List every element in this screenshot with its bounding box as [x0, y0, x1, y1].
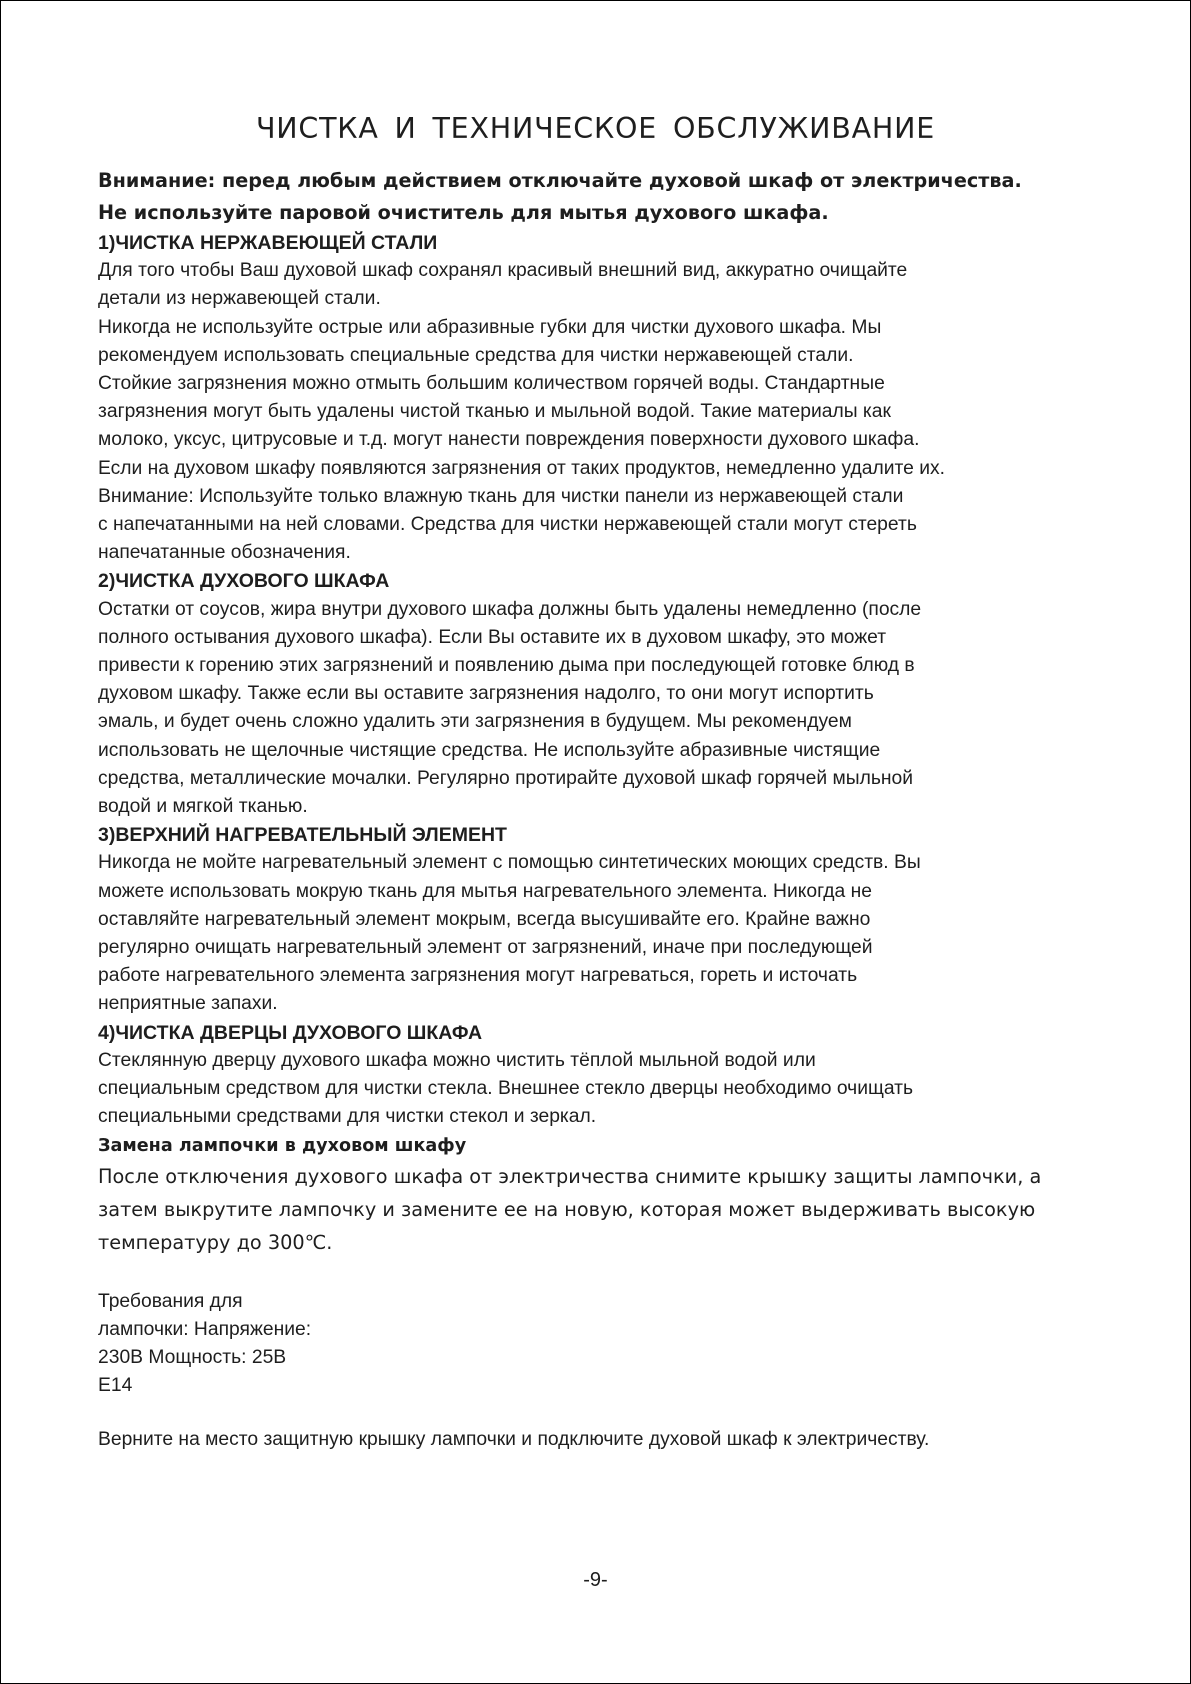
- paragraph-line: Если на духовом шкафу появляются загрязнения от таких продуктов, немедленно удалите их.: [98, 457, 945, 479]
- paragraph-line: регулярно очищать нагревательный элемент от загрязнений, иначе при последующей: [98, 937, 873, 959]
- paragraph-line: духовом шкафу. Также если вы оставите загрязнения надолго, то они могут испортить: [98, 683, 874, 705]
- paragraph-line: привести к горению этих загрязнений и появлению дыма при последующей готовке блюд в: [98, 655, 915, 677]
- paragraph-line: детали из нержавеющей стали.: [98, 288, 381, 310]
- paragraph-line: полного остывания духового шкафа). Если Вы оставите их в духовом шкафу, это может: [98, 626, 887, 648]
- paragraph-line: Остатки от соусов, жира внутри духового шкафа должны быть удалены немедленно (после: [98, 598, 922, 620]
- paragraph-line: можете использовать мокрую ткань для мытья нагревательного элемента. Никогда не: [98, 880, 872, 902]
- paragraph-line: рекомендуем использовать специальные средства для чистки нержавеющей стали.: [98, 344, 854, 366]
- page-content: [98, 165, 1098, 1455]
- paragraph-line: эмаль, и будет очень сложно удалить эти загрязнения в будущем. Мы рекомендуем: [98, 711, 852, 733]
- paragraph-line: загрязнения могут быть удалены чистой тканью и мыльной водой. Такие материалы как: [98, 401, 891, 423]
- paragraph-line: Никогда не используйте острые или абразивные губки для чистки духового шкафа. Мы: [98, 316, 882, 338]
- paragraph-line: Для того чтобы Ваш духовой шкаф сохранял красивый внешний вид, аккуратно очищайте: [98, 260, 908, 282]
- paragraph-line: работе нагревательного элемента загрязнения могут нагреваться, гореть и источать: [98, 965, 858, 987]
- section-heading-lamp-replacement: Замена лампочки в духовом шкафу: [98, 1135, 467, 1156]
- section-heading-heating-element: 3)ВЕРХНИЙ НАГРЕВАТЕЛЬНЫЙ ЭЛЕМЕНТ: [98, 824, 507, 847]
- paragraph-line: Внимание: Используйте только влажную ткань для чистки панели из нержавеющей стали: [98, 485, 904, 507]
- section-heading-stainless-steel: 1)ЧИСТКА НЕРЖАВЕЮЩЕЙ СТАЛИ: [98, 232, 438, 254]
- lamp-requirements-line: E14: [98, 1375, 133, 1397]
- lamp-requirements-line: 230В Мощность: 25В: [98, 1347, 287, 1368]
- warning-line: Не используйте паровой очиститель для мытья духового шкафа.: [98, 201, 829, 224]
- paragraph-line: специальным средством для чистки стекла. Внешнее стекло дверцы необходимо очищать: [98, 1078, 914, 1100]
- lamp-instruction-line: После отключения духового шкафа от электричества снимите крышку защиты лампочки, а: [98, 1164, 1042, 1188]
- paragraph-line: водой и мягкой тканью.: [98, 796, 308, 818]
- paragraph-line: напечатанные обозначения.: [98, 542, 351, 564]
- paragraph-line: неприятные запахи.: [98, 993, 278, 1015]
- page-title: ЧИСТКА И ТЕХНИЧЕСКОЕ ОБСЛУЖИВАНИЕ: [255, 112, 936, 145]
- lamp-requirements-line: Требования для: [98, 1290, 243, 1312]
- section-heading-oven-cleaning: 2)ЧИСТКА ДУХОВОГО ШКАФА: [98, 570, 390, 593]
- paragraph-line: Стойкие загрязнения можно отмыть большим количеством горячей воды. Стандартные: [98, 373, 885, 395]
- lamp-instruction-line: температуру до 300℃.: [98, 1231, 333, 1255]
- page-number: -9-: [583, 1569, 608, 1591]
- paragraph-line: Стеклянную дверцу духового шкафа можно чистить тёплой мыльной водой или: [98, 1049, 816, 1071]
- warning-line: Внимание: перед любым действием отключайте духовой шкаф от электричества.: [98, 169, 1022, 192]
- paragraph-line: специальными средствами для чистки стекол и зеркал.: [98, 1106, 597, 1128]
- paragraph-line: молоко, уксус, цитрусовые и т.д. могут нанести повреждения поверхности духового шкафа.: [98, 429, 920, 451]
- paragraph-line: средства, металлические мочалки. Регулярно протирайте духовой шкаф горячей мыльной: [98, 767, 914, 789]
- lamp-instruction-line: затем выкрутите лампочку и замените ее на новую, которая может выдерживать высокую: [98, 1198, 1036, 1221]
- paragraph-line: с напечатанными на ней словами. Средства для чистки нержавеющей стали могут стереть: [98, 514, 917, 536]
- lamp-final-instruction: Верните на место защитную крышку лампочки и подключите духовой шкаф к электричеству.: [98, 1429, 930, 1451]
- paragraph-line: Никогда не мойте нагревательный элемент с помощью синтетических моющих средств. Вы: [98, 852, 921, 874]
- paragraph-line: оставляйте нагревательный элемент мокрым, всегда высушивайте его. Крайне важно: [98, 908, 871, 930]
- paragraph-line: использовать не щелочные чистящие средства. Не используйте абразивные чистящие: [98, 739, 881, 761]
- section-heading-oven-door: 4)ЧИСТКА ДВЕРЦЫ ДУХОВОГО ШКАФА: [98, 1021, 483, 1044]
- lamp-requirements-line: лампочки: Напряжение:: [98, 1318, 312, 1340]
